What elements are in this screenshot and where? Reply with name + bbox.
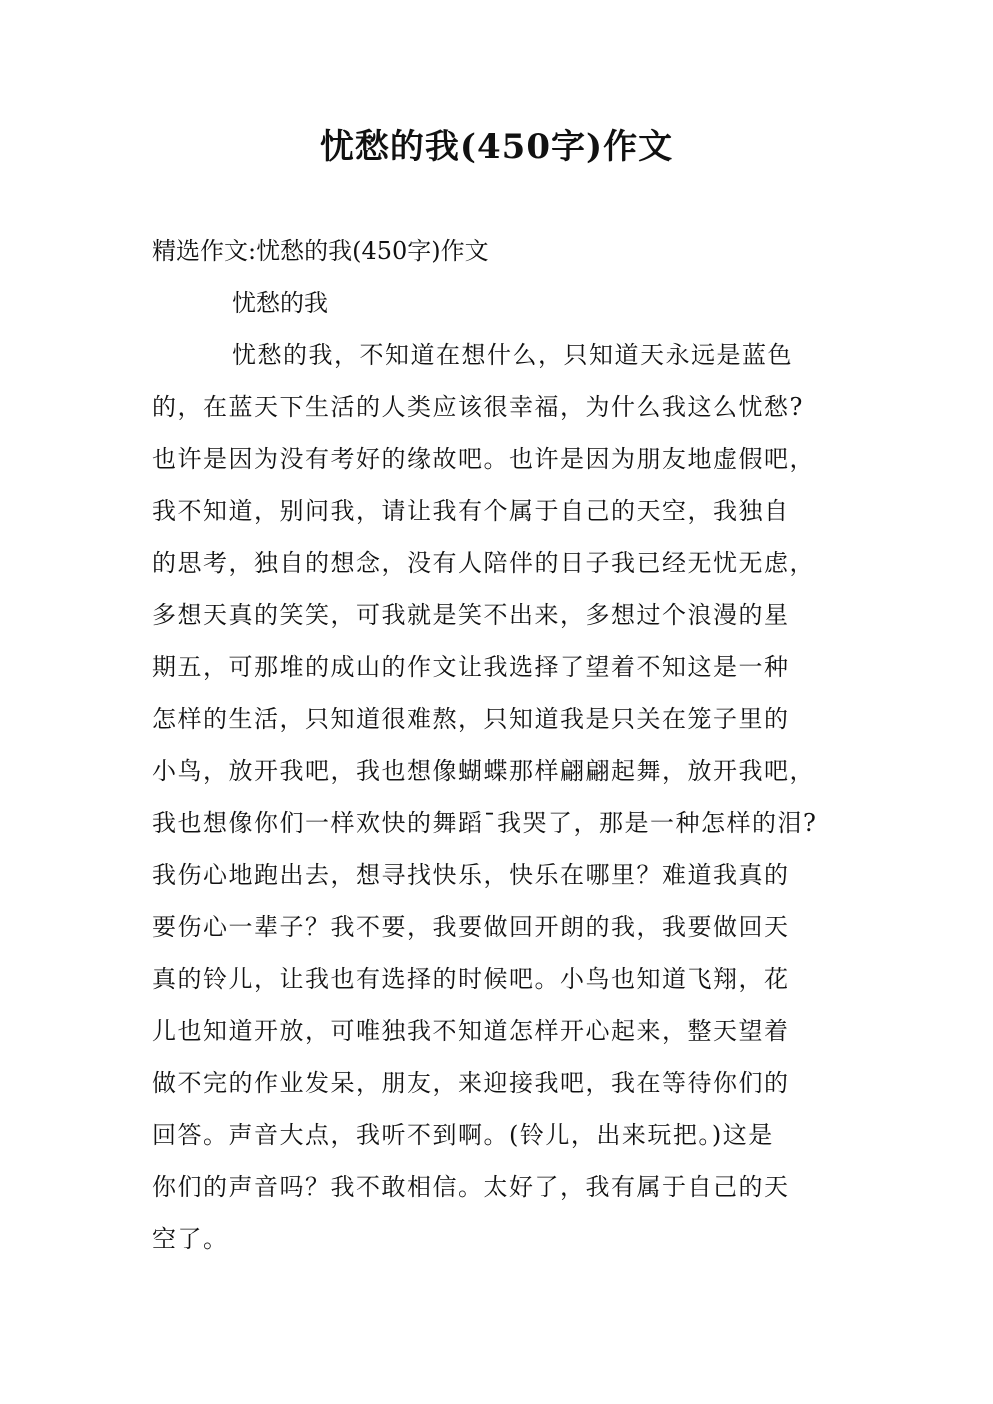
- body-line: 空了。: [152, 1225, 229, 1253]
- body-line: 的思考，独自的想念，没有人陪伴的日子我已经无忧无虑，: [152, 549, 815, 577]
- body-line: 我也想像你们一样欢快的舞蹈ˉ我哭了，那是一种怎样的泪?: [152, 809, 818, 837]
- body-line: 小鸟，放开我吧，我也想像蝴蝶那样翩翩起舞，放开我吧，: [152, 757, 815, 785]
- body-line: 我不知道，别问我，请让我有个属于自己的天空，我独自: [152, 497, 790, 525]
- document-title: 忧愁的我(450字)作文: [319, 127, 674, 167]
- body-line: 的，在蓝天下生活的人类应该很幸福，为什么我这么忧愁?: [152, 393, 804, 421]
- body-line: 怎样的生活，只知道很难熬，只知道我是只关在笼子里的: [152, 705, 790, 733]
- body-line: 多想天真的笑笑，可我就是笑不出来，多想过个浪漫的星: [152, 601, 790, 629]
- body-line: 你们的声音吗？我不敢相信。太好了，我有属于自己的天: [152, 1173, 790, 1201]
- document-subtitle: 精选作文:忧愁的我(450字)作文: [152, 237, 489, 265]
- body-line: 忧愁的我，不知道在想什么，只知道天永远是蓝色: [232, 341, 793, 369]
- essay-body: [152, 336, 872, 1272]
- body-line: 期五，可那堆的成山的作文让我选择了望着不知这是一种: [152, 653, 790, 681]
- essay-heading: 忧愁的我: [232, 289, 328, 317]
- body-line: 回答。声音大点，我听不到啊。(铃儿，出来玩把。)这是: [152, 1121, 774, 1149]
- body-line: 真的铃儿，让我也有选择的时候吧。小鸟也知道飞翔，花: [152, 965, 790, 993]
- body-line: 要伤心一辈子？我不要，我要做回开朗的我，我要做回天: [152, 913, 790, 941]
- body-line: 做不完的作业发呆，朋友，来迎接我吧，我在等待你们的: [152, 1069, 790, 1097]
- body-line: 我伤心地跑出去，想寻找快乐，快乐在哪里？难道我真的: [152, 861, 790, 889]
- body-line: 也许是因为没有考好的缘故吧。也许是因为朋友地虚假吧，: [152, 445, 815, 473]
- body-line: 儿也知道开放，可唯独我不知道怎样开心起来，整天望着: [152, 1017, 790, 1045]
